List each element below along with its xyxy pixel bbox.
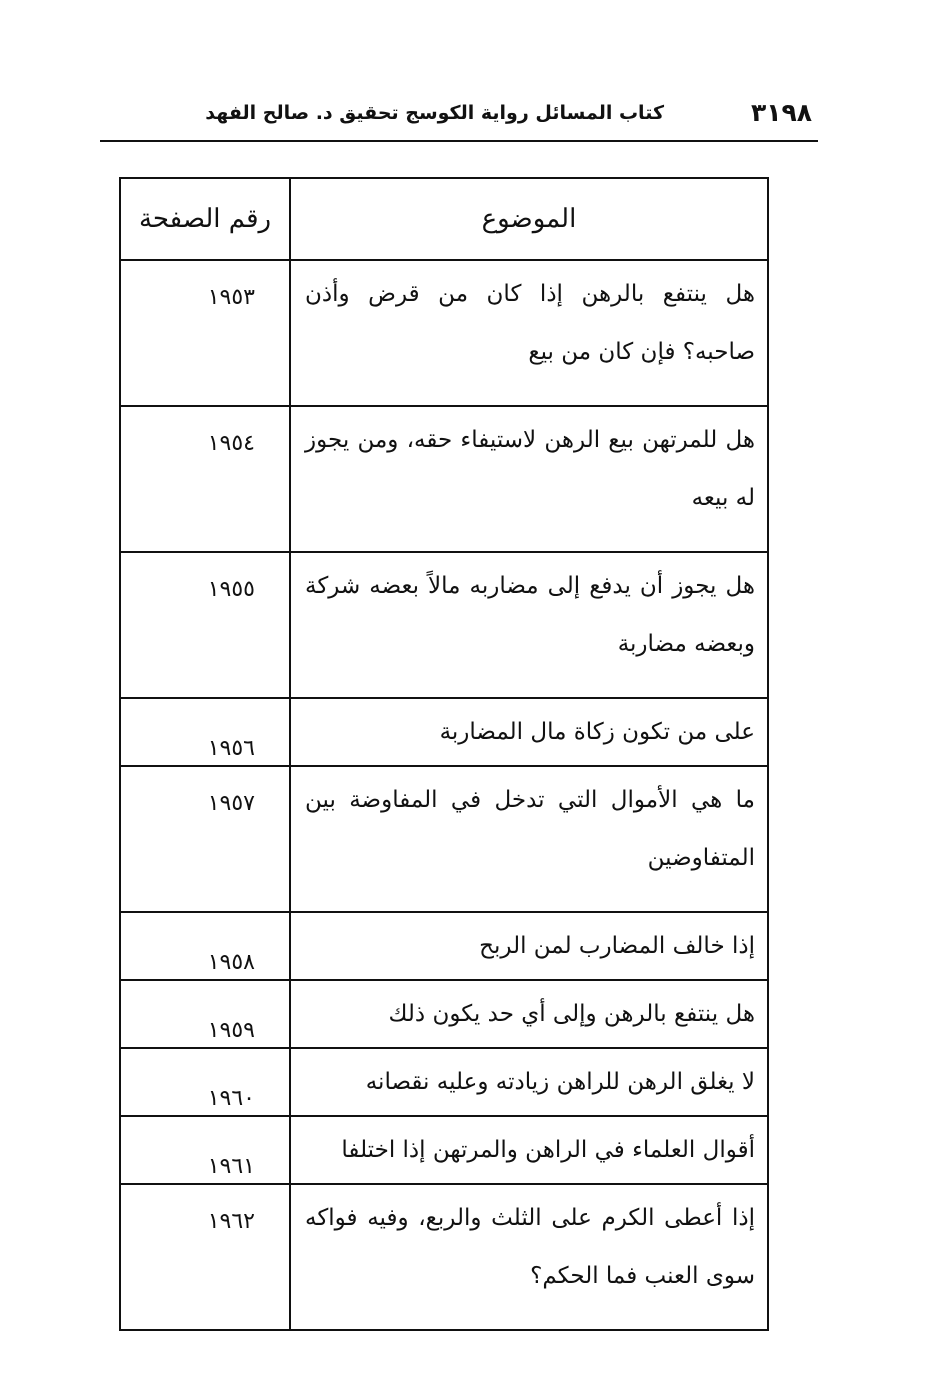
topic-cell: أقوال العلماء في الراهن والمرتهن إذا اختلفا [290, 1116, 768, 1184]
running-title: كتاب المسائل رواية الكوسج تحقيق د. صالح الفهد [205, 102, 664, 124]
table-row [120, 260, 768, 406]
contents-table [119, 177, 769, 1331]
table-row [120, 1184, 768, 1330]
page-header [100, 96, 818, 142]
table-row [120, 1048, 768, 1116]
topic-cell: لا يغلق الرهن للراهن زيادته وعليه نقصانه [290, 1048, 768, 1116]
page-cell: ١٩٥٦ [120, 698, 290, 766]
table-row [120, 1116, 768, 1184]
page-cell: ١٩٥٩ [120, 980, 290, 1048]
page-cell: ١٩٥٥ [120, 552, 290, 698]
topic-cell: هل ينتفع بالرهن وإلى أي حد يكون ذلك [290, 980, 768, 1048]
topic-cell: إذا خالف المضارب لمن الربح [290, 912, 768, 980]
topic-cell: هل يجوز أن يدفع إلى مضاربه مالاً بعضه شركة وبعضه مضاربة [290, 552, 768, 698]
page-cell: ١٩٥٧ [120, 766, 290, 912]
column-header-page: رقم الصفحة [120, 178, 290, 260]
page-cell: ١٩٥٨ [120, 912, 290, 980]
topic-cell: هل للمرتهن بيع الرهن لاستيفاء حقه، ومن يجوز له بيعه [290, 406, 768, 552]
topic-cell: هل ينتفع بالرهن إذا كان من قرض وأذن صاحبه؟ فإن كان من بيع [290, 260, 768, 406]
table-row [120, 698, 768, 766]
column-header-topic: الموضوع [290, 178, 768, 260]
table-row [120, 912, 768, 980]
topic-cell: إذا أعطى الكرم على الثلث والربع، وفيه فواكه سوى العنب فما الحكم؟ [290, 1184, 768, 1330]
page-cell: ١٩٦١ [120, 1116, 290, 1184]
table-header-row [120, 178, 768, 260]
page-cell: ١٩٦٠ [120, 1048, 290, 1116]
topic-cell: على من تكون زكاة مال المضاربة [290, 698, 768, 766]
page-cell: ١٩٥٤ [120, 406, 290, 552]
table-row [120, 766, 768, 912]
page-cell: ١٩٦٢ [120, 1184, 290, 1330]
page-cell: ١٩٥٣ [120, 260, 290, 406]
page-number: ٣١٩٨ [750, 98, 812, 127]
topic-cell: ما هي الأموال التي تدخل في المفاوضة بين المتفاوضين [290, 766, 768, 912]
table-row [120, 406, 768, 552]
table-row [120, 552, 768, 698]
table-row [120, 980, 768, 1048]
